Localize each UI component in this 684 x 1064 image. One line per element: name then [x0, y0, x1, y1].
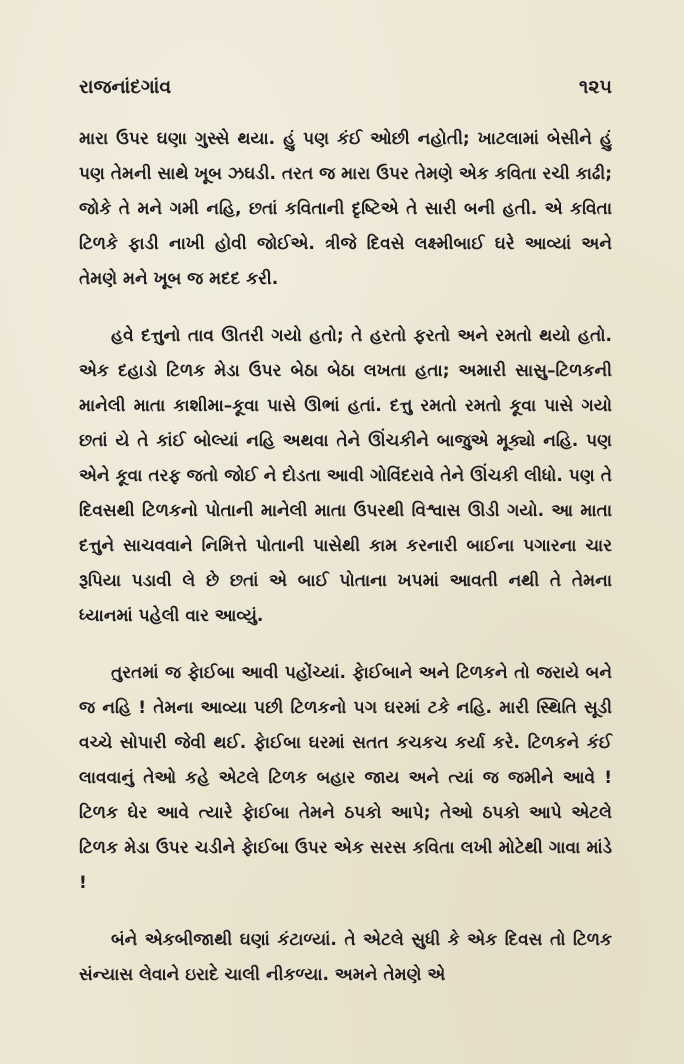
- body-text: [79, 122, 612, 1015]
- chapter-title: રાજનાંદગાંવ: [79, 76, 172, 98]
- paragraph-3: તુરતમાં જ ફેાઈબા આવી પહોંચ્યાં. ફેાઈબાને અને ટિળકને તો જરાયે બને જ નહિ ! તેમના આવ્યા પછી ટિળકનો પગ ઘરમાં ટકે નહિ. મારી સ્થિતિ સૂડી વચ્ચે સોપારી જેવી થઈ. ફેાઈબા ઘરમાં સતત કચકચ કર્યા કરે. ટિળકને કંઈ લાવવાનું તેઓ કહે એટલે ટિળક બહાર જાય અને ત્યાં જ જમીને આવે ! ટિળક ઘેર આવે ત્યારે ફેાઈબા તેમને ઠપકો આપે; તેઓ ઠપકો આપે એટલે ટિળક મેડા ઉપર ચડીને ફેાઈબા ઉપર એક સરસ કવિતા લખી મોટેથી ગાવા માંડે !: [79, 663, 612, 893]
- paragraph-4: બંને એકબીજાથી ઘણાં કંટાળ્યાં. તે એટલે સુધી કે એક દિવસ તો ટિળક સંન્યાસ લેવાને ઇરાદે ચાલી નીકળ્યા. અમને તેમણે એ: [79, 930, 612, 985]
- page-number: ૧૨૫: [579, 76, 612, 98]
- running-header: [79, 76, 612, 102]
- paragraph-2: હવે દત્તુનો તાવ ઊતરી ગયો હતો; તે હરતો ફરતો અને રમતો થયો હતો. એક દહાડો ટિળક મેડા ઉપર બેઠા બેઠા લખતા હતા; અમારી સાસુ–ટિળકની માનેલી માતા કાશીમા–કૂવા પાસે ઊભાં હતાં. દત્તુ રમતો રમતો કૂવા પાસે ગયો છતાં યે તે કાંઈ બોલ્યાં નહિ અથવા તેને ઊંચકીને બાજુએ મૂક્યો નહિ. પણ એને કૂવા તરફ જતો જોઈ ને દોડતા આવી ગોવિંદરાવે તેને ઊંચકી લીધો. પણ તે દિવસથી ટિળકનો પોતાની માનેલી માતા ઉપરથી વિશ્વાસ ઊડી ગયો. આ માતા દત્તુને સાચવવાને નિમિત્તે પોતાની પાસેથી કામ કરનારી બાઈના પગારના ચાર રૂપિયા પડાવી લે છે છતાં એ બાઈ પોતાના ખપમાં આવતી નથી તે તેમના ધ્યાનમાં પહેલી વાર આવ્યું.: [79, 326, 612, 626]
- paragraph-1: મારા ઉપર ઘણા ગુસ્સે થયા. હું પણ કંઈ ઓછી નહોતી; ખાટલામાં બેસીને હું પણ તેમની સાથે ખૂબ ઝઘડી. તરત જ મારા ઉપર તેમણે એક કવિતા રચી કાઢી; જોકે તે મને ગમી નહિ, છતાં કવિતાની દૃષ્ટિએ તે સારી બની હતી. એ કવિતા ટિળકે ફાડી નાખી હોવી જોઈએ. ત્રીજે દિવસે લક્ષ્મીબાઈ ઘરે આવ્યાં અને તેમણે મને ખૂબ જ મદદ કરી.: [79, 129, 612, 289]
